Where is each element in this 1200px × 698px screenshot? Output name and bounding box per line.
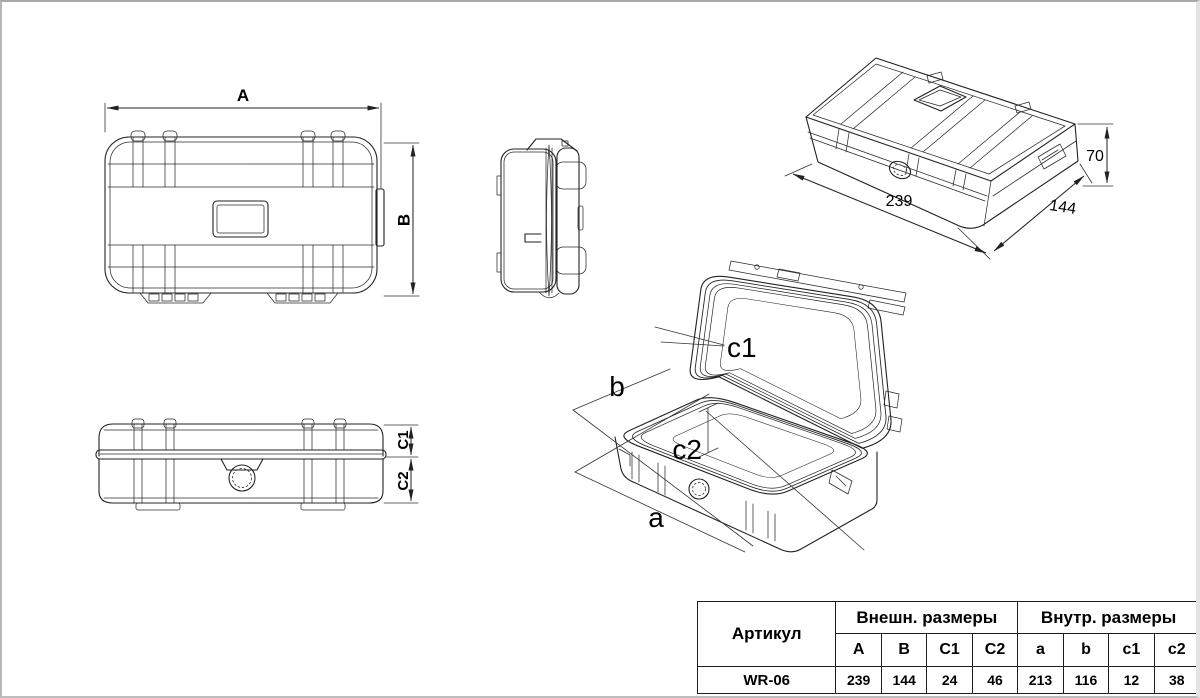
table-cell-C2: 46 (972, 667, 1017, 694)
front-view (96, 419, 418, 510)
isometric-view (785, 58, 1113, 259)
top-view-ribs (131, 131, 345, 293)
table-col-b: b (1063, 634, 1108, 667)
dim-label-239: 239 (885, 193, 913, 210)
table-col-C1: C1 (927, 634, 972, 667)
top-view (105, 86, 419, 303)
dim-label-C1: C1 (394, 430, 412, 450)
table-cell-c2: 38 (1154, 667, 1199, 694)
table-inner-header: Внутр. размеры (1018, 602, 1200, 634)
table-col-A: A (836, 634, 882, 667)
table-cell-c1: 12 (1109, 667, 1154, 694)
table-col-B: B (881, 634, 927, 667)
table-article-header: Артикул (698, 602, 836, 667)
table-row (698, 667, 1200, 694)
dim-label-c2: c2 (672, 434, 702, 465)
table-cell-A: 239 (836, 667, 882, 694)
table-cell-B: 144 (881, 667, 927, 694)
table-col-C2: C2 (972, 634, 1017, 667)
dim-label-A: A (236, 86, 250, 105)
dim-label-C2: C2 (394, 471, 412, 491)
dim-label-c1: c1 (727, 332, 757, 363)
dim-label-a: a (648, 502, 664, 533)
table-cell-article: WR-06 (698, 667, 836, 694)
dim-label-144: 144 (1048, 196, 1078, 218)
side-view (497, 139, 586, 298)
table-col-a: a (1018, 634, 1064, 667)
hinge-teeth (140, 293, 338, 303)
table-cell-a: 213 (1018, 667, 1064, 694)
spec-table (697, 601, 1200, 694)
table-cell-C1: 24 (927, 667, 972, 694)
table-outer-header: Внешн. размеры (836, 602, 1018, 634)
latch-knob-open (689, 479, 709, 499)
dim-label-B: B (394, 213, 414, 227)
table-cell-b: 116 (1063, 667, 1108, 694)
table-col-c1: c1 (1109, 634, 1154, 667)
table-col-c2: c2 (1154, 634, 1199, 667)
open-view (573, 261, 906, 552)
dim-label-b: b (609, 371, 625, 402)
dim-label-70: 70 (1086, 148, 1104, 165)
label-plate (213, 201, 268, 237)
